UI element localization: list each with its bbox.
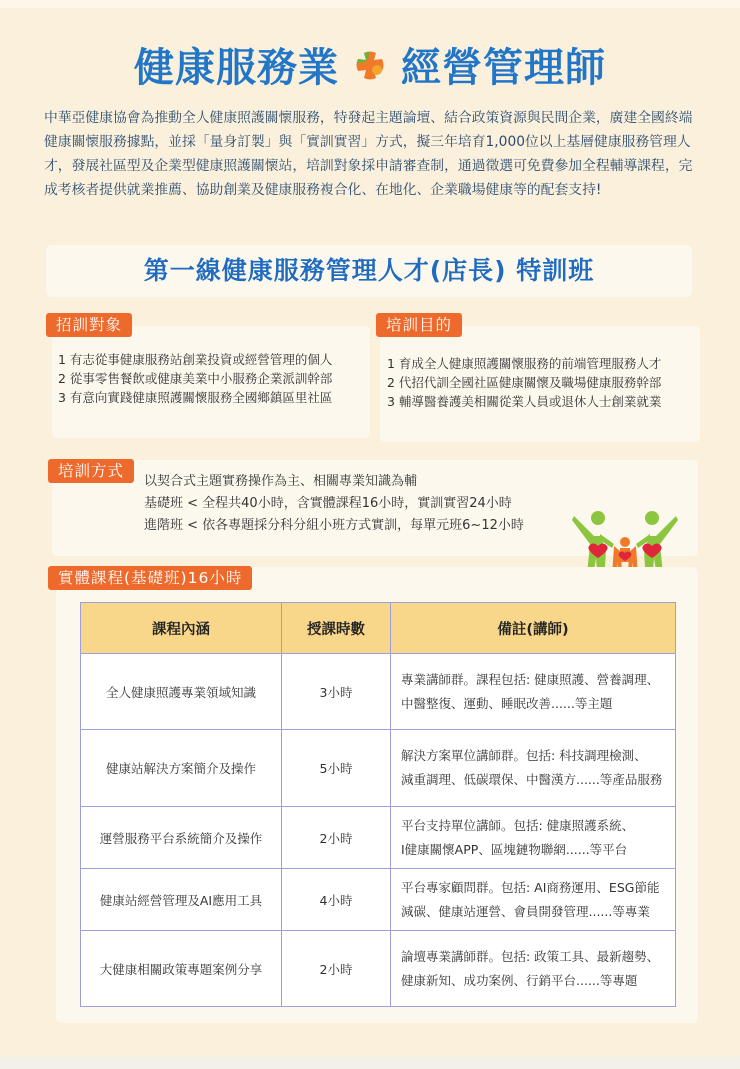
target-card <box>52 326 370 438</box>
class-banner: 第一線健康服務管理人才(店長) 特訓班 <box>46 245 692 297</box>
page-title <box>0 36 740 93</box>
health-cross-icon <box>353 48 387 82</box>
course-hours: 2小時 <box>282 807 391 869</box>
course-note <box>391 931 676 1007</box>
course-note <box>391 730 676 807</box>
note-line: 平台專家顧問群。包括: AI商務運用、ESG節能 <box>401 879 660 895</box>
target-item: 1 有志從事健康服務站創業投資或經營管理的個人 <box>58 352 333 367</box>
method-line: 進階班 < 依各專題採分科分組小班方式實訓，每單元班6~12小時 <box>144 518 524 533</box>
goal-item: 3 輔導醫養護美相關從業人員或退休人士創業就業 <box>387 394 662 409</box>
target-item: 3 有意向實踐健康照護關懷服務全國鄉鎮區里社區 <box>58 390 333 405</box>
goal-item: 2 代招代訓全國社區健康關懷及職場健康服務幹部 <box>387 375 662 390</box>
goal-card <box>380 326 700 442</box>
note-line: 專業講師群。課程包括: 健康照護、營養調理、 <box>401 671 660 687</box>
course-note <box>391 869 676 931</box>
course-tag: 實體課程(基礎班)16小時 <box>48 566 252 590</box>
course-name: 運營服務平台系統簡介及操作 <box>81 807 282 869</box>
note-line: 減碳、健康站運營、會員開發管理......等專業 <box>401 903 650 919</box>
table-row <box>81 730 676 807</box>
course-name: 大健康相關政策專題案例分享 <box>81 931 282 1007</box>
header-content: 課程內涵 <box>81 603 282 654</box>
intro-paragraph: 中華亞健康協會為推動全人健康照護關懷服務，特發起主題論壇、結合政策資源與民間企業，廣建全國終端健康關懷服務據點，並採「量身訂製」與「實訓實習」方式，擬三年培育1,000位以上基層健康服務管理人才，發展社區型及企業型健康照護關懷站，培訓對象採申請審查制，通過徵選可免費參加全程輔導課程，完成考核者提供就業推薦、協助創業及健康服務複合化、在地化、企業職場健康等的配套支持! <box>44 110 693 198</box>
course-note <box>391 654 676 730</box>
method-line: 以契合式主題實務操作為主、相關專業知識為輔 <box>144 474 418 489</box>
target-item: 2 從事零售餐飲或健康美業中小服務企業派訓幹部 <box>58 371 333 386</box>
top-band <box>0 0 740 8</box>
course-name: 健康站經營管理及AI應用工具 <box>81 869 282 931</box>
method-line: 基礎班 < 全程共40小時，含實體課程16小時，實訓實習24小時 <box>144 496 512 511</box>
note-line: 健康新知、成功案例、行銷平台......等專題 <box>401 972 638 988</box>
goal-tag: 培訓目的 <box>376 313 462 337</box>
title-right: 經營管理師 <box>401 45 606 91</box>
target-tag: 招訓對象 <box>46 313 132 337</box>
course-table <box>80 602 676 1007</box>
note-line: 中醫整復、運動、睡眠改善......等主題 <box>401 695 613 711</box>
method-text <box>144 471 604 537</box>
course-hours: 3小時 <box>282 654 391 730</box>
header-hours: 授課時數 <box>282 603 391 654</box>
bottom-band <box>0 1057 740 1069</box>
note-line: 解決方案單位講師群。包括: 科技調理檢測、 <box>401 748 647 763</box>
course-note <box>391 807 676 869</box>
note-line: 減重調理、低碳環保、中醫漢方......等產品服務 <box>401 772 663 787</box>
note-line: I健康關懷APP、區塊鏈物聯網......等平台 <box>401 841 628 857</box>
course-hours: 5小時 <box>282 730 391 807</box>
note-line: 論壇專業講師群。包括: 政策工具、最新趨勢、 <box>401 948 660 964</box>
course-name: 健康站解決方案簡介及操作 <box>81 730 282 807</box>
header-note: 備註(講師) <box>391 603 676 654</box>
table-row <box>81 654 676 730</box>
method-tag: 培訓方式 <box>48 459 134 483</box>
note-line: 平台支持單位講師。包括: 健康照護系統、 <box>401 817 635 833</box>
course-name: 全人健康照護專業領域知識 <box>81 654 282 730</box>
table-row <box>81 931 676 1007</box>
table-header-row <box>81 603 676 654</box>
course-hours: 4小時 <box>282 869 391 931</box>
goal-item: 1 育成全人健康照護關懷服務的前端管理服務人才 <box>387 356 662 371</box>
title-left: 健康服務業 <box>134 45 339 91</box>
table-row <box>81 807 676 869</box>
course-hours: 2小時 <box>282 931 391 1007</box>
table-row <box>81 869 676 931</box>
